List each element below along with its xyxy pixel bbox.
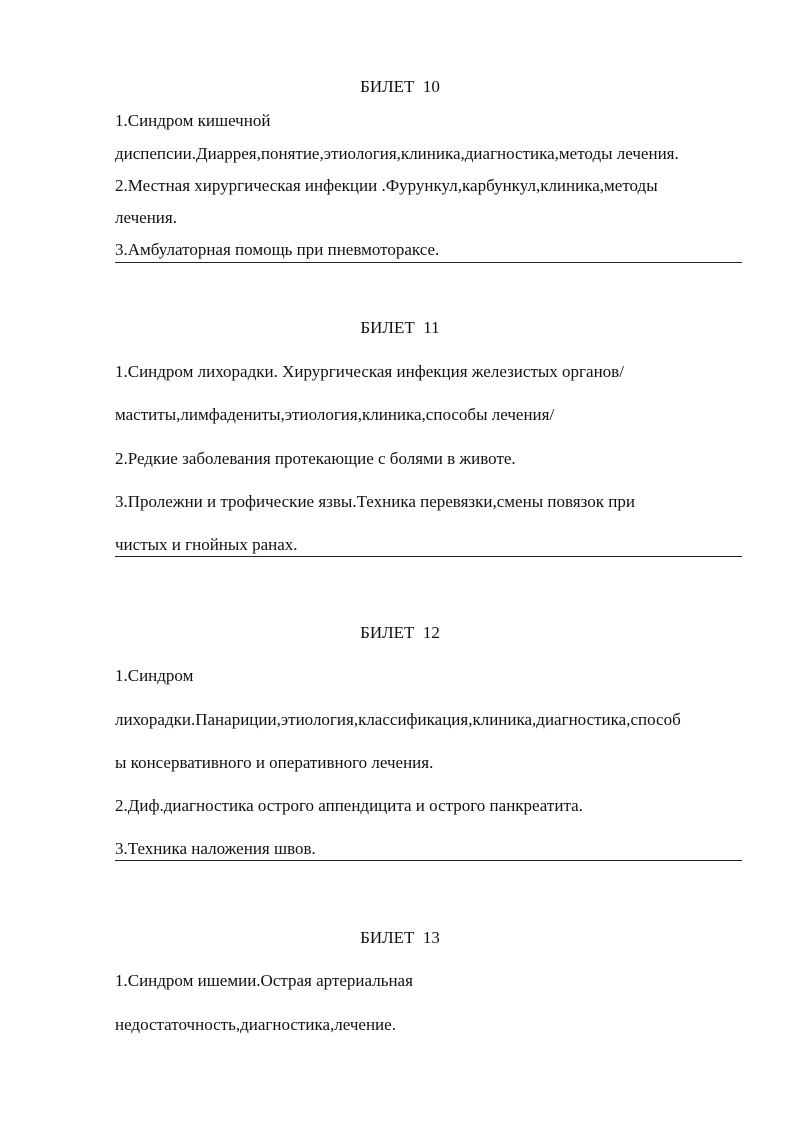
section-divider [115,262,742,263]
section-divider [115,556,742,557]
ticket-line: 2.Диф.диагностика острого аппендицита и острого панкреатита. [115,796,583,815]
ticket-line: 3.Техника наложения швов. [115,839,316,858]
ticket-line: 3.Амбулаторная помощь при пневмотораксе. [115,240,440,259]
ticket-line: 1.Синдром [115,666,194,685]
ticket-line: маститы,лимфадениты,этиология,клиника,способы лечения/ [115,405,555,424]
ticket-line: 3.Пролежни и трофические язвы.Техника перевязки,смены повязок при [115,492,635,511]
ticket-title: БИЛЕТ 11 [360,318,440,337]
ticket-title: БИЛЕТ 10 [360,77,440,96]
ticket-line: 1.Синдром лихорадки. Хирургическая инфекция железистых органов/ [115,362,624,381]
ticket-line: недостаточность,диагностика,лечение. [115,1015,396,1034]
ticket-line: 1.Синдром ишемии.Острая артериальная [115,971,413,990]
ticket-title: БИЛЕТ 13 [360,928,440,947]
ticket-line: чистых и гнойных ранах. [115,535,298,554]
ticket-line: 1.Синдром кишечной [115,111,271,130]
ticket-line: лечения. [115,208,177,227]
section-divider [115,860,742,861]
ticket-line: лихорадки.Панариции,этиология,классификация,клиника,диагностика,способ [115,710,681,729]
ticket-line: диспепсии.Диаррея,понятие,этиология,клиника,диагностика,методы лечения. [115,144,679,163]
ticket-line: 2.Местная хирургическая инфекции .Фурункул,карбункул,клиника,методы [115,176,658,195]
ticket-line: ы консервативного и оперативного лечения. [115,753,434,772]
ticket-line: 2.Редкие заболевания протекающие с болями в животе. [115,449,516,468]
ticket-title: БИЛЕТ 12 [360,623,440,642]
